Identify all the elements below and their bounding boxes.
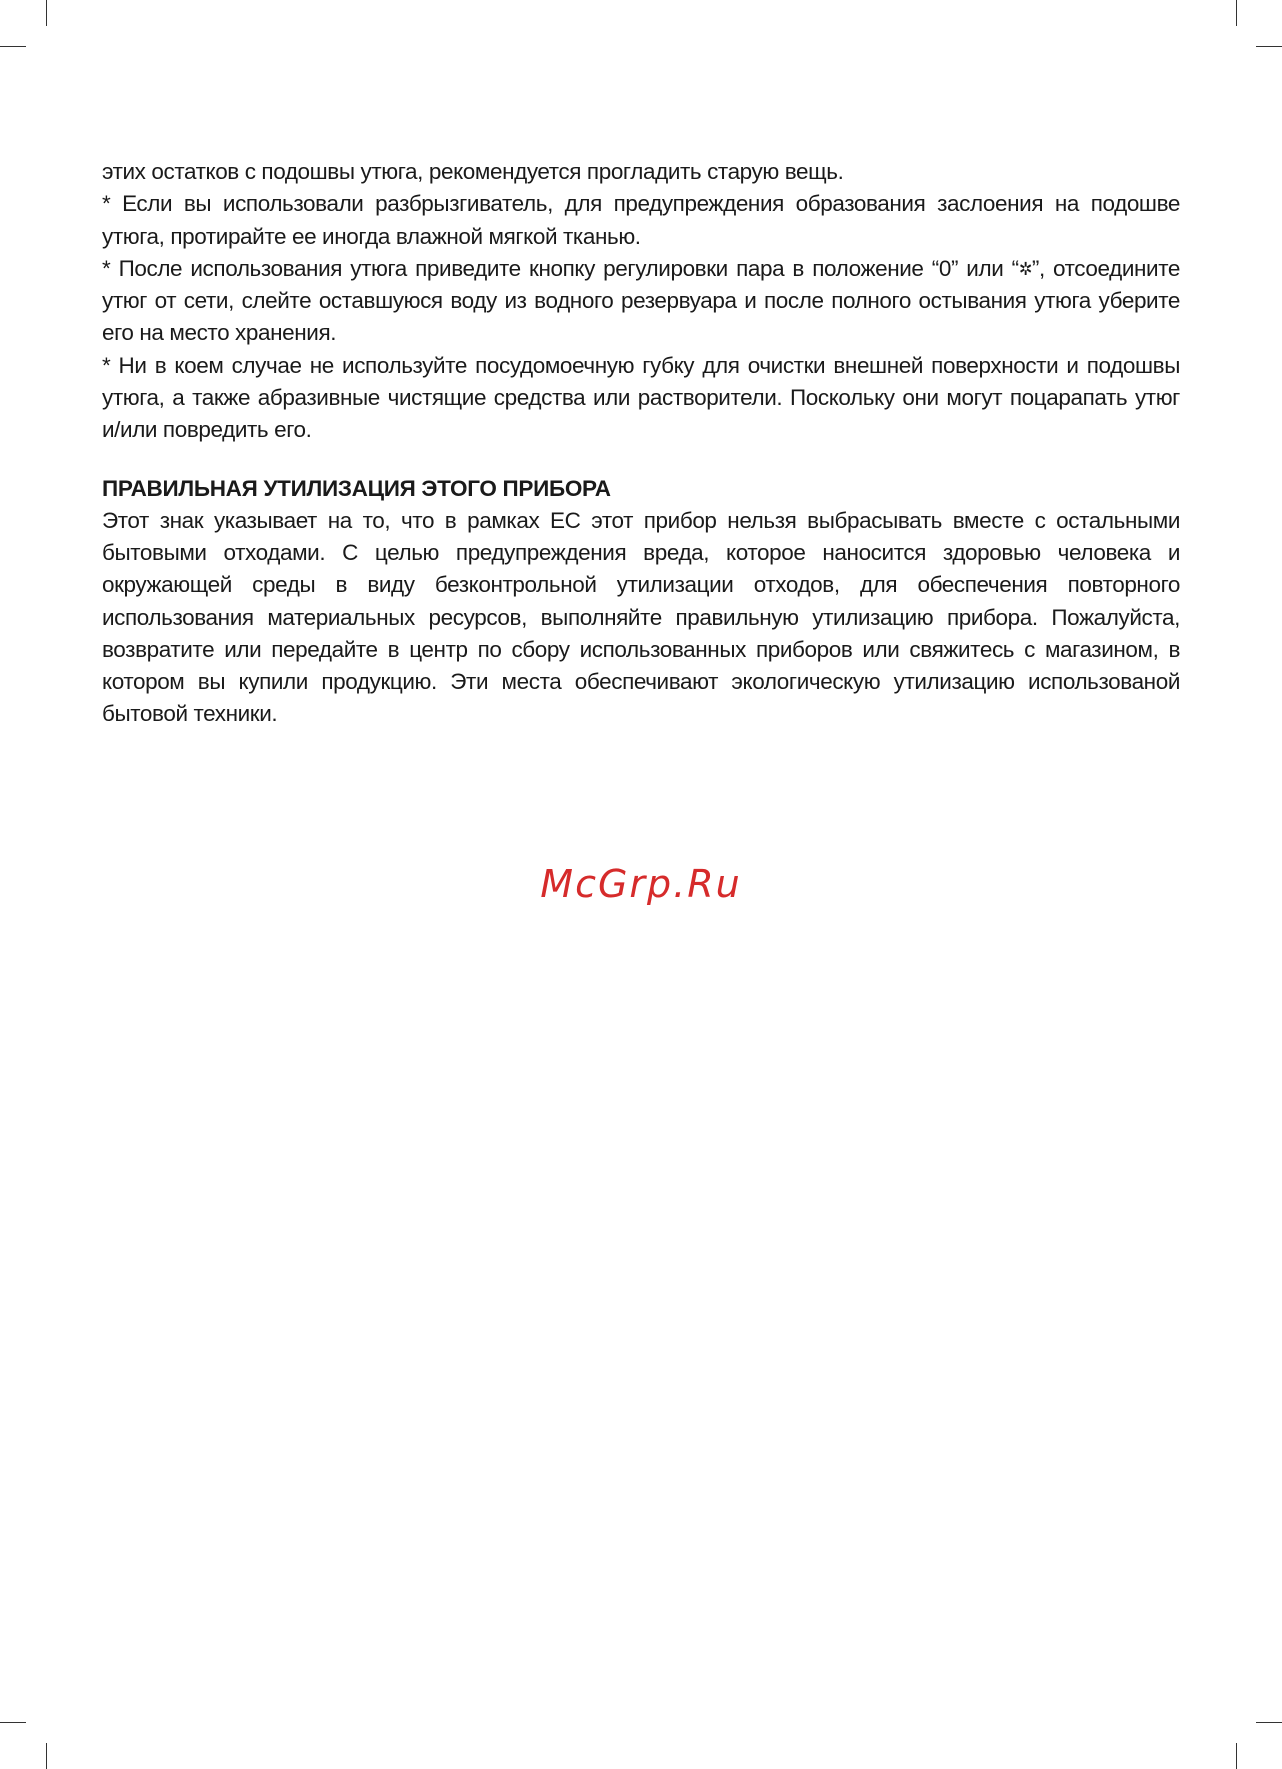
crop-mark-top-left-h [0, 46, 26, 47]
after-use-text-start: * После использования утюга приведите кнопку регулировки пара в положение “0” или “ [102, 255, 1019, 281]
document-body [102, 156, 1180, 731]
paragraph-residue: этих остатков с подошвы утюга, рекомендуется прогладить старую вещь. [102, 159, 844, 184]
section-spacer [102, 447, 1180, 473]
crop-mark-bottom-left [46, 1743, 47, 1769]
watermark-logo: McGrp.Ru [540, 862, 742, 906]
crop-mark-top-right-h [1256, 46, 1282, 47]
crop-mark-bottom-right [1236, 1743, 1237, 1769]
crop-mark-top-left [46, 0, 47, 26]
crop-mark-bottom-left-h [0, 1722, 26, 1723]
crop-mark-top-right [1236, 0, 1237, 26]
paragraph-after-use [102, 253, 1180, 350]
paragraph-sprayer: * Если вы использовали разбрызгиватель, для предупреждения образования заслоения на подошве утюга, протирайте ее иногда влажной мягкой тканью. [102, 191, 1180, 249]
crop-mark-bottom-right-h [1256, 1722, 1282, 1723]
disposal-heading: ПРАВИЛЬНАЯ УТИЛИЗАЦИЯ ЭТОГО ПРИБОРА [102, 475, 611, 501]
after-use-text-end: ”, отсоедините утюг от сети, слейте оставшуюся воду из водного резервуара и после полного остывания утюга уберите его на место хранения. [102, 255, 1180, 346]
steam-off-icon: ✲ [1018, 258, 1032, 279]
paragraph-cleaning-warning: * Ни в коем случае не используйте посудомоечную губку для очистки внешней поверхности и подошвы утюга, а также абразивные чистящие средства или растворители. Поскольку они могут поцарапать утюг и/или повредить его. [102, 352, 1180, 443]
disposal-paragraph: Этот знак указывает на то, что в рамках ЕС этот прибор нельзя выбрасывать вместе с остальными бытовыми отходами. С целью предупреждения вреда, которое наносится здоровью человека и окружающей среды в виду безконтрольной утилизации отходов, для обеспечения повторного использования материальных ресурсов, выполняйте правильную утилизацию прибора. Пожалуйста, возвратите или передайте в центр по сбору использованных приборов или свяжитесь с магазином, в котором вы купили продукцию. Эти места обеспечивают экологическую утилизацию использованой бытовой техники. [102, 507, 1180, 727]
